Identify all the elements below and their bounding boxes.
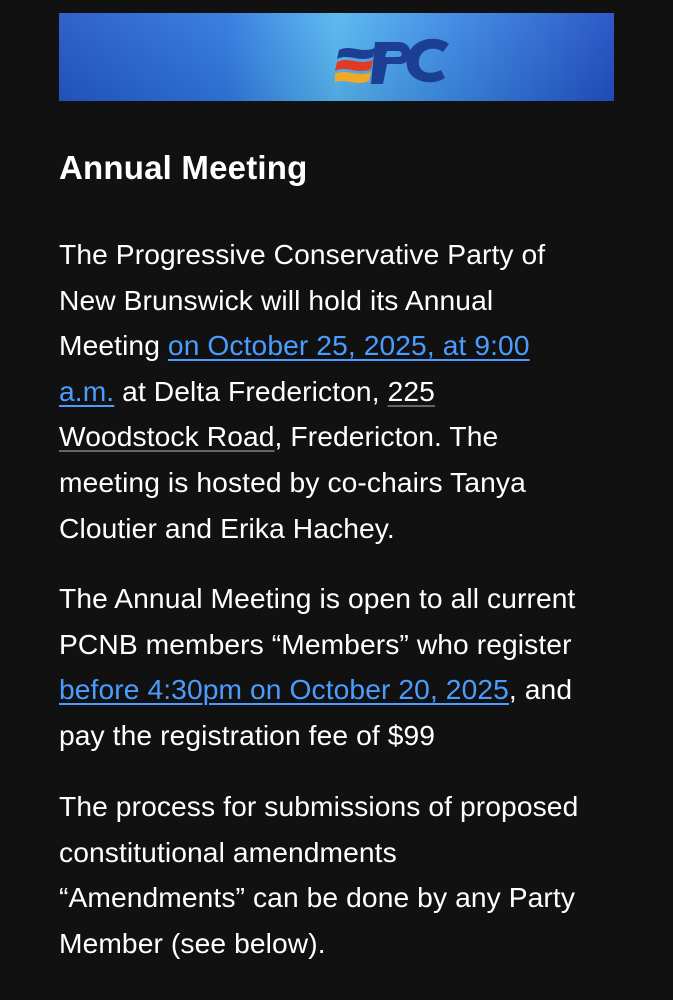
address-link[interactable]: 225 bbox=[387, 374, 435, 407]
text-line: pay the registration fee of $99 bbox=[59, 718, 436, 751]
address-link-cont[interactable]: Woodstock Road bbox=[59, 420, 275, 453]
registration-deadline-link[interactable]: before 4:30pm on October 20, 2025 bbox=[59, 673, 509, 706]
text-line: Meeting bbox=[59, 329, 168, 362]
text-line: meeting is hosted by co-chairs Tanya bbox=[59, 465, 526, 498]
membership-paragraph bbox=[59, 576, 575, 758]
page-title: Annual Meeting bbox=[59, 149, 308, 186]
text-line: The Progressive Conservative Party of bbox=[59, 238, 546, 270]
text-line: PCNB members “Members” who register bbox=[59, 627, 572, 660]
text-line: Member (see below). bbox=[59, 926, 326, 959]
amendments-paragraph bbox=[59, 784, 578, 966]
text-line: The process for submissions of proposed bbox=[59, 790, 579, 822]
meeting-date-link-cont[interactable]: a.m. bbox=[59, 374, 115, 407]
meeting-date-link[interactable]: on October 25, 2025, at 9:00 bbox=[167, 329, 530, 362]
pc-logo[interactable] bbox=[335, 30, 455, 96]
text-line: , Fredericton. The bbox=[274, 420, 499, 453]
text-line: New Brunswick will hold its Annual bbox=[59, 283, 494, 316]
meeting-info-paragraph bbox=[59, 232, 545, 551]
text-line: Cloutier and Erika Hachey. bbox=[59, 511, 395, 544]
text-line: at Delta Fredericton, bbox=[114, 374, 388, 407]
text-line: constitutional amendments bbox=[59, 835, 397, 868]
text-line: , and bbox=[508, 673, 573, 706]
header-banner bbox=[59, 13, 614, 101]
text-line: “Amendments” can be done by any Party bbox=[59, 881, 576, 914]
text-line: The Annual Meeting is open to all current bbox=[59, 582, 576, 614]
